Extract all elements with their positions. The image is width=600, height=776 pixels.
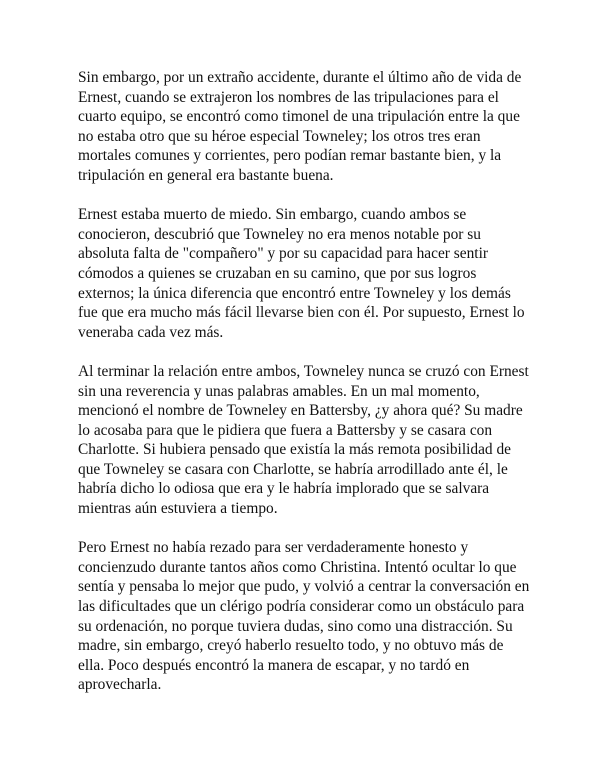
paragraph-2: Ernest estaba muerto de miedo. Sin embargo, cuando ambos se conocieron, descubrió que Towneley no era menos notable por su absoluta falta de "compañero" y por su capacidad para hacer sentir cómodos a quienes se cruzaban en su camino, que por sus logros externos; la única diferencia que encontró entre Towneley y los demás fue que era mucho más fácil llevarse bien con él. Por supuesto, Ernest lo veneraba cada vez más.: [78, 206, 525, 341]
document-page: [78, 68, 530, 715]
paragraph-1: Sin embargo, por un extraño accidente, durante el último año de vida de Ernest, cuando se extrajeron los nombres de las tripulaciones para el cuarto equipo, se encontró como timonel de una tripulación entre la que no estaba otro que su héroe especial Towneley; los otros tres eran mortales comunes y corrientes, pero podían remar bastante bien, y la tripulación en general era bastante buena.: [78, 69, 522, 184]
paragraph-4: Pero Ernest no había rezado para ser verdaderamente honesto y concienzudo durante tantos años como Christina. Intentó ocultar lo que sentía y pensaba lo mejor que pudo, y volvió a centrar la conversación en las dificultades que un clérigo podría considerar como un obstáculo para su ordenación, no porque tuviera dudas, sino como una distracción. Su madre, sin embargo, creyó haberlo resuelto todo, y no obtuvo más de ella. Poco después encontró la manera de escapar, y no tardó en aprovecharla.: [78, 539, 530, 694]
paragraph-3: Al terminar la relación entre ambos, Towneley nunca se cruzó con Ernest sin una reverencia y unas palabras amables. En un mal momento, mencionó el nombre de Towneley en Battersby, ¿y ahora qué? Su madre lo acosaba para que le pidiera que fuera a Battersby y se casara con Charlotte. Si hubiera pensado que existía la más remota posibilidad de que Towneley se casara con Charlotte, se habría arrodillado ante él, le habría dicho lo odiosa que era y le habría implorado que se salvara mientras aún estuviera a tiempo.: [78, 362, 529, 518]
